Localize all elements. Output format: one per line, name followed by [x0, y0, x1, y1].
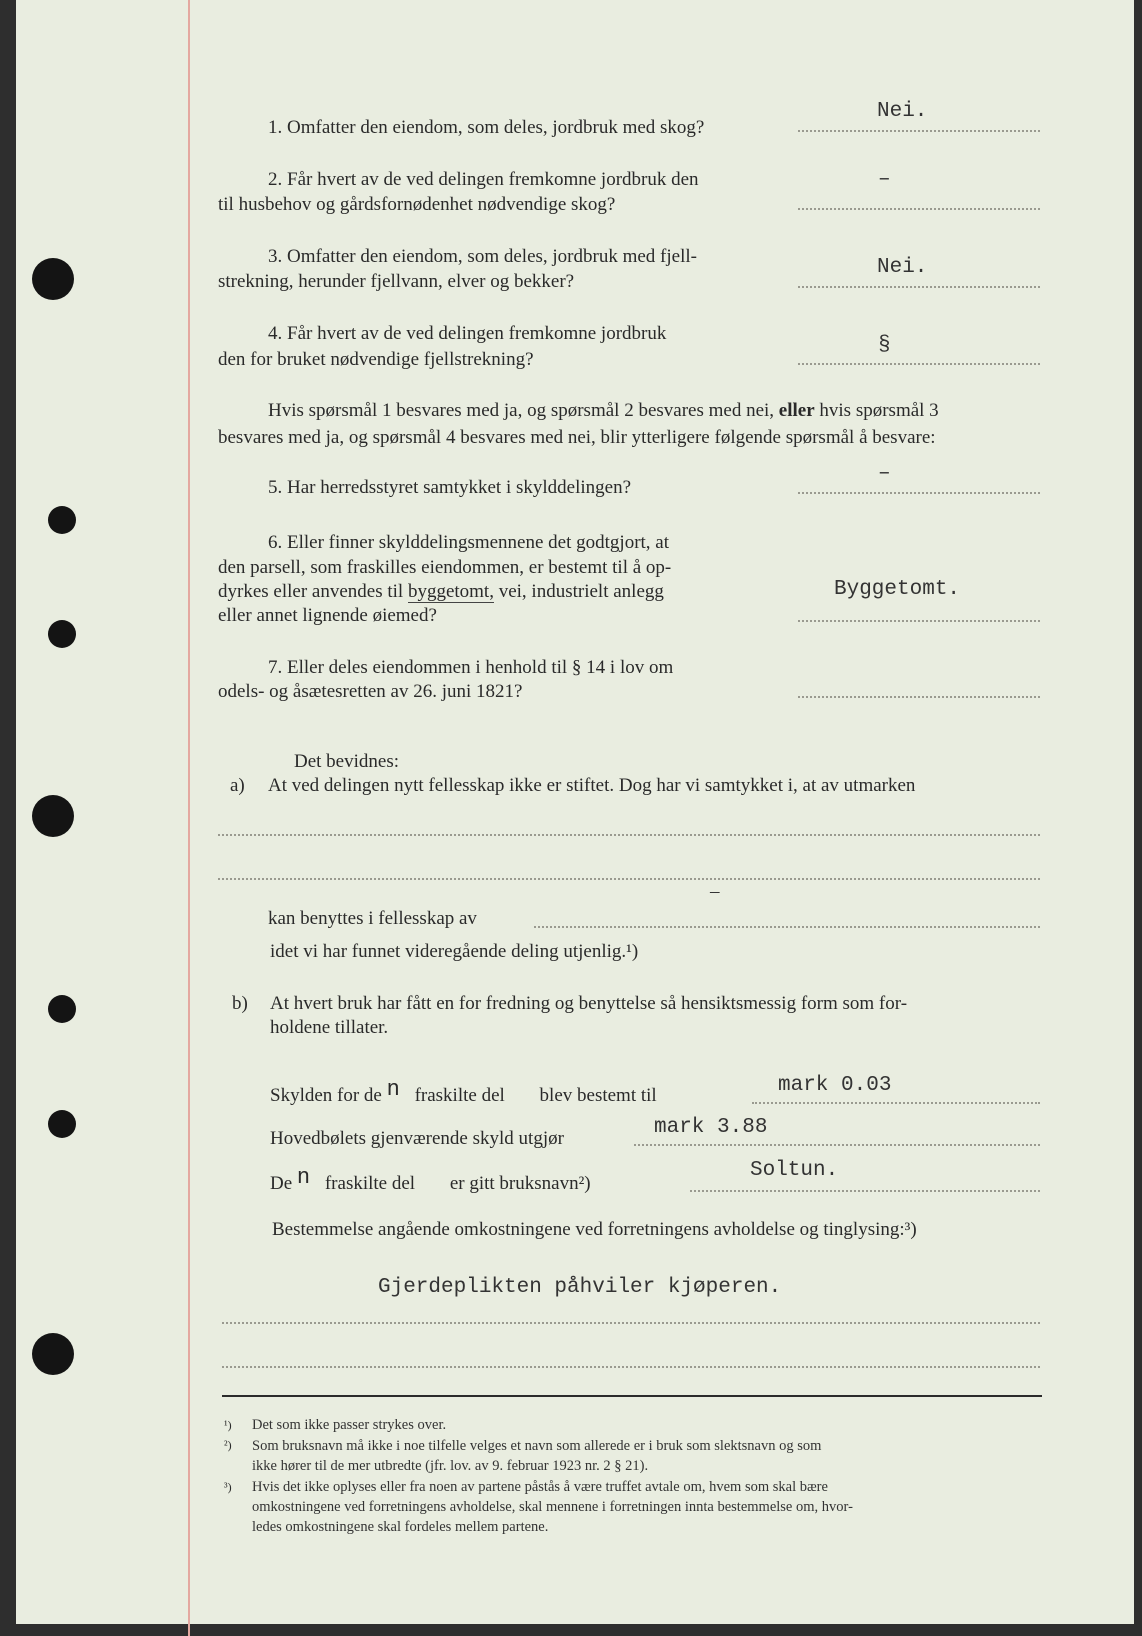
footnote-2-mark: ²) — [224, 1438, 232, 1452]
answer-line — [798, 492, 1040, 494]
question-1-answer: Nei. — [877, 100, 928, 123]
footnote-3-text-cont: omkostningene ved forretningens avholdelse, skal mennene i forretningen innta bestemmelse om, hvor- — [252, 1499, 853, 1515]
answer-line — [798, 363, 1040, 365]
fill-line — [690, 1190, 1040, 1192]
punch-hole — [48, 620, 76, 648]
bruksnavn-text: De — [270, 1173, 293, 1194]
skyld-text: Skylden for de — [270, 1085, 382, 1106]
attest-heading: Det bevidnes: — [294, 751, 400, 772]
margin-line — [188, 0, 190, 1636]
footnote-3-mark: ³) — [224, 1480, 232, 1494]
punch-hole — [32, 795, 74, 837]
punch-hole — [48, 506, 76, 534]
skyld-text: blev bestemt til — [539, 1085, 657, 1106]
punch-hole — [32, 258, 74, 300]
costs-label: Bestemmelse angående omkostningene ved forretningens avholdelse og tinglysing:³) — [272, 1219, 917, 1240]
answer-line — [798, 130, 1040, 132]
condition-text-cont: besvares med ja, og spørsmål 4 besvares med nei, blir ytterligere følgende spørsmål å besvare: — [218, 427, 936, 448]
footnote-3-text-cont2: ledes omkostningene skal fordeles mellem partene. — [252, 1519, 549, 1535]
question-6-answer: Byggetomt. — [834, 578, 961, 601]
footnote-2-text-cont: ikke hører til de mer utbredte (jfr. lov. av 9. februar 1923 nr. 2 § 21). — [252, 1458, 649, 1474]
scan-edge-right — [1134, 0, 1142, 1636]
fill-line — [218, 834, 1040, 836]
costs-value: Gjerdeplikten påhviler kjøperen. — [378, 1276, 782, 1299]
condition-text-eller: eller — [778, 400, 815, 421]
answer-line — [798, 620, 1040, 622]
attest-b-text-cont: holdene tillater. — [270, 1017, 389, 1038]
question-4-answer: § — [878, 334, 891, 357]
punch-hole — [48, 1110, 76, 1138]
question-5-text: 5. Har herredsstyret samtykket i skylddelingen? — [268, 477, 632, 498]
footnote-2-text: Som bruksnavn må ikke i noe tilfelle velges et navn som allerede er i bruk som slektsnavn og som — [252, 1438, 822, 1454]
question-3-answer: Nei. — [877, 256, 928, 279]
question-6-text-cont2 — [218, 580, 664, 604]
question-3-text: 3. Omfatter den eiendom, som deles, jordbruk med fjell- — [268, 246, 697, 267]
footnote-1-mark: ¹) — [224, 1418, 232, 1432]
attest-a-label: a) — [230, 775, 245, 796]
question-2-text-cont: til husbehov og gårdsfornødenhet nødvendige skog? — [218, 194, 616, 215]
condition-text — [268, 399, 939, 423]
footnote-1-text: Det som ikke passer strykes over. — [252, 1417, 447, 1433]
footnote-3-text: Hvis det ikke oplyses eller fra noen av partene påstås å være truffet avtale om, hvem som skal bære — [252, 1479, 828, 1495]
question-4-text-cont: den for bruket nødvendige fjellstrekning? — [218, 349, 534, 370]
skyld-label — [270, 1077, 657, 1108]
hoved-value: mark 3.88 — [654, 1116, 768, 1139]
fill-line — [218, 878, 1040, 880]
handwritten-n: n — [296, 1165, 311, 1190]
question-3-text-cont: strekning, herunder fjellvann, elver og bekker? — [218, 271, 575, 292]
question-5-answer: – — [878, 462, 891, 485]
punch-hole — [32, 1333, 74, 1375]
fill-line — [534, 926, 1040, 928]
bruksnavn-text: er gitt bruksnavn²) — [449, 1173, 591, 1194]
shared-use-text: kan benyttes i fellesskap av — [268, 908, 477, 929]
fill-line — [222, 1366, 1040, 1368]
attest-a-dash: – — [710, 881, 720, 902]
question-1-text: 1. Omfatter den eiendom, som deles, jordbruk med skog? — [268, 117, 705, 138]
condition-text-c: hvis spørsmål 3 — [819, 400, 939, 421]
question-6-text-part: vei, industrielt anlegg — [498, 581, 664, 602]
fill-line — [634, 1144, 1040, 1146]
question-2-answer: – — [878, 168, 891, 191]
answer-line — [798, 286, 1040, 288]
punch-hole — [48, 995, 76, 1023]
footnote-rule — [222, 1395, 1042, 1397]
question-6-text-cont: den parsell, som fraskilles eiendommen, er bestemt til å op- — [218, 557, 672, 578]
question-7-text: 7. Eller deles eiendommen i henhold til § 14 i lov om — [268, 657, 674, 678]
hoved-label: Hovedbølets gjenværende skyld utgjør — [270, 1128, 564, 1149]
bruksnavn-value: Soltun. — [750, 1159, 839, 1182]
question-7-text-cont: odels- og åsætesretten av 26. juni 1821? — [218, 681, 523, 702]
bruksnavn-text: fraskilte del — [324, 1173, 416, 1194]
bruksnavn-label — [270, 1165, 591, 1196]
scan-edge-bottom — [0, 1624, 1142, 1636]
answer-line — [798, 208, 1040, 210]
question-6-text-part: dyrkes eller anvendes til — [218, 581, 404, 602]
question-6-underlined-word: byggetomt, — [407, 581, 494, 602]
question-6-text: 6. Eller finner skylddelingsmennene det godtgjort, at — [268, 532, 670, 553]
attest-b-label: b) — [232, 993, 248, 1014]
question-2-text: 2. Får hvert av de ved delingen fremkomne jordbruk den — [268, 169, 699, 190]
justification-text: idet vi har funnet videregående deling utjenlig.¹) — [270, 941, 639, 962]
attest-b-text: At hvert bruk har fått en for fredning og benyttelse så hensiktsmessig form som for- — [270, 993, 908, 1014]
question-4-text: 4. Får hvert av de ved delingen fremkomne jordbruk — [268, 323, 667, 344]
condition-text-a: Hvis spørsmål 1 besvares med ja, og spørsmål 2 besvares med nei, — [268, 400, 775, 421]
fill-line — [752, 1102, 1040, 1104]
answer-line — [798, 696, 1040, 698]
skyld-text: fraskilte del — [414, 1085, 505, 1106]
skyld-value: mark 0.03 — [778, 1074, 892, 1097]
handwritten-n: n — [386, 1077, 400, 1102]
fill-line — [222, 1322, 1040, 1324]
scan-edge-left — [0, 0, 16, 1636]
question-6-text-cont3: eller annet lignende øiemed? — [218, 605, 437, 626]
attest-a-text: At ved delingen nytt fellesskap ikke er stiftet. Dog har vi samtykket i, at av utmarken — [268, 775, 916, 796]
